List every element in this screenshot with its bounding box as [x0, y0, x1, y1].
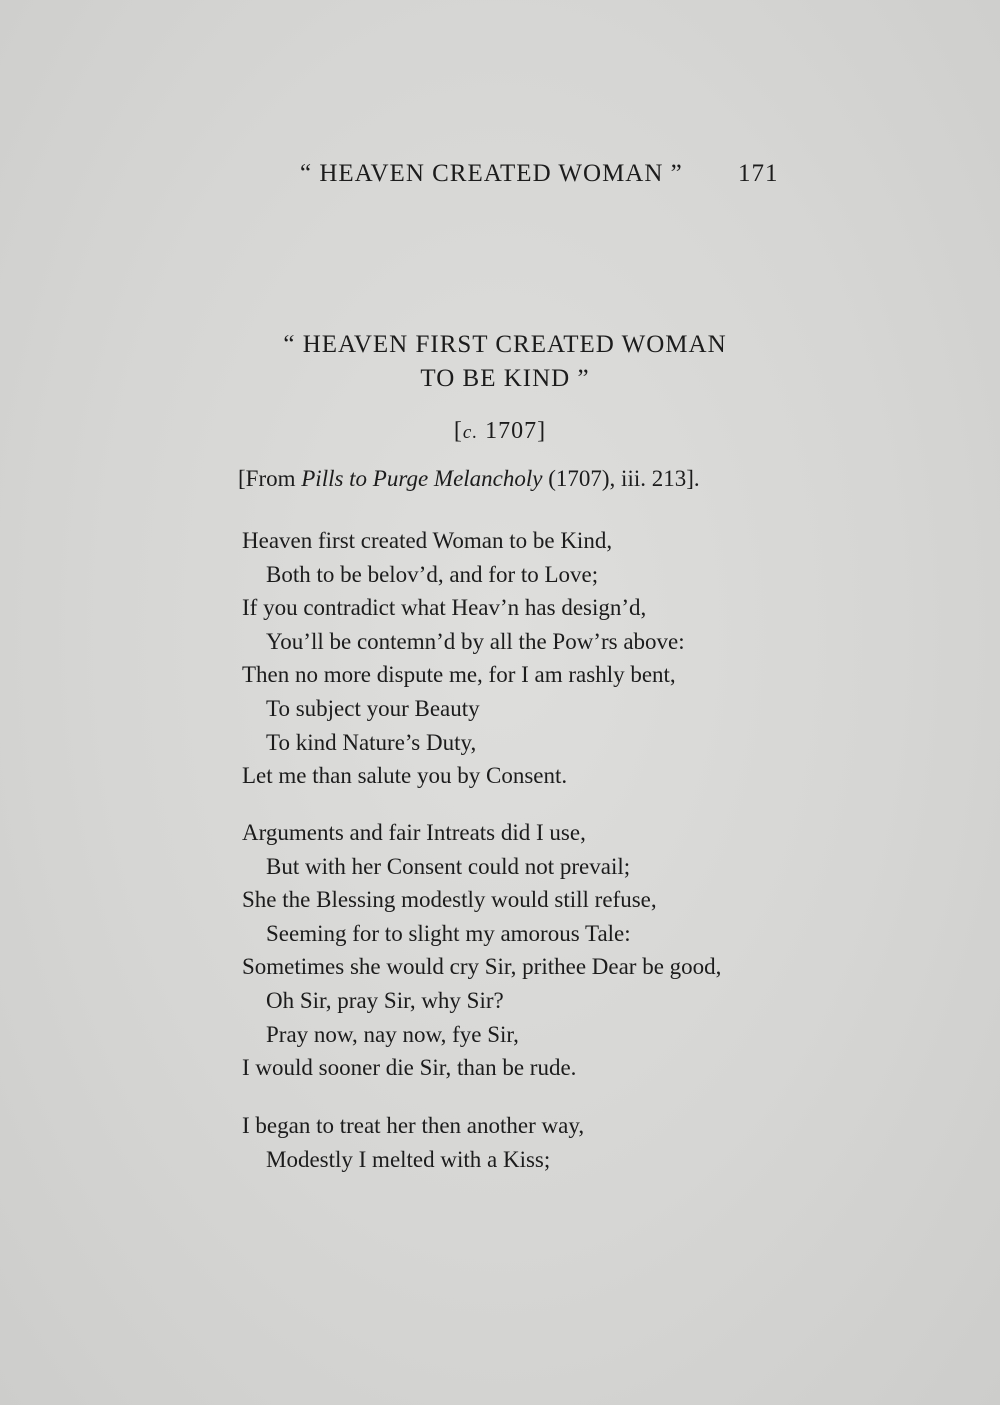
verse-line: I would sooner die Sir, than be rude. — [242, 1055, 577, 1081]
verse-line: I began to treat her then another way, — [242, 1113, 585, 1138]
verse-line: Modestly I melted with a Kiss; — [266, 1146, 551, 1172]
verse-line: You’ll be contemn’d by all the Pow’rs above: — [266, 628, 685, 654]
verse-line: Heaven first created Woman to be Kind, — [242, 528, 613, 553]
verse-line: Let me than salute you by Consent. — [242, 763, 568, 789]
source-suffix: (1707), iii. 213]. — [542, 466, 700, 491]
source-note — [238, 466, 700, 492]
verse-line: Then no more dispute me, for I am rashly bent, — [242, 662, 676, 688]
source-title: Pills to Purge Melancholy — [301, 466, 543, 491]
poem-title-line-1: “ HEAVEN FIRST CREATED WOMAN — [283, 331, 727, 358]
verse-line: Arguments and fair Intreats did I use, — [242, 820, 586, 845]
verse-line: To kind Nature’s Duty, — [266, 729, 477, 755]
date-circa: c. — [462, 422, 479, 443]
running-head-title: “ HEAVEN CREATED WOMAN ” — [300, 160, 683, 187]
verse-line: Pray now, nay now, fye Sir, — [266, 1021, 519, 1047]
source-prefix: [From — [238, 466, 302, 491]
verse-line: To subject your Beauty — [266, 695, 480, 721]
date-bracket: [ — [453, 418, 463, 444]
poem-date — [0, 418, 1000, 445]
verse-line: Seeming for to slight my amorous Tale: — [266, 920, 631, 946]
verse-line: She the Blessing modestly would still refuse, — [242, 887, 657, 913]
verse-line: If you contradict what Heav’n has design’d, — [242, 595, 647, 621]
verse-line: Sometimes she would cry Sir, prithee Dear be good, — [242, 954, 722, 980]
date-year: 1707] — [478, 418, 547, 444]
stanza-1 — [242, 524, 685, 793]
stanza-3 — [242, 1109, 584, 1176]
verse-line: Both to be belov’d, and for to Love; — [266, 561, 599, 587]
verse-line: But with her Consent could not prevail; — [266, 853, 631, 879]
poem-title-line-2: TO BE KIND ” — [420, 365, 590, 392]
page-number: 171 — [738, 160, 779, 187]
poem-title — [0, 328, 1000, 396]
verse-line: Oh Sir, pray Sir, why Sir? — [266, 987, 504, 1013]
stanza-2 — [242, 816, 721, 1085]
